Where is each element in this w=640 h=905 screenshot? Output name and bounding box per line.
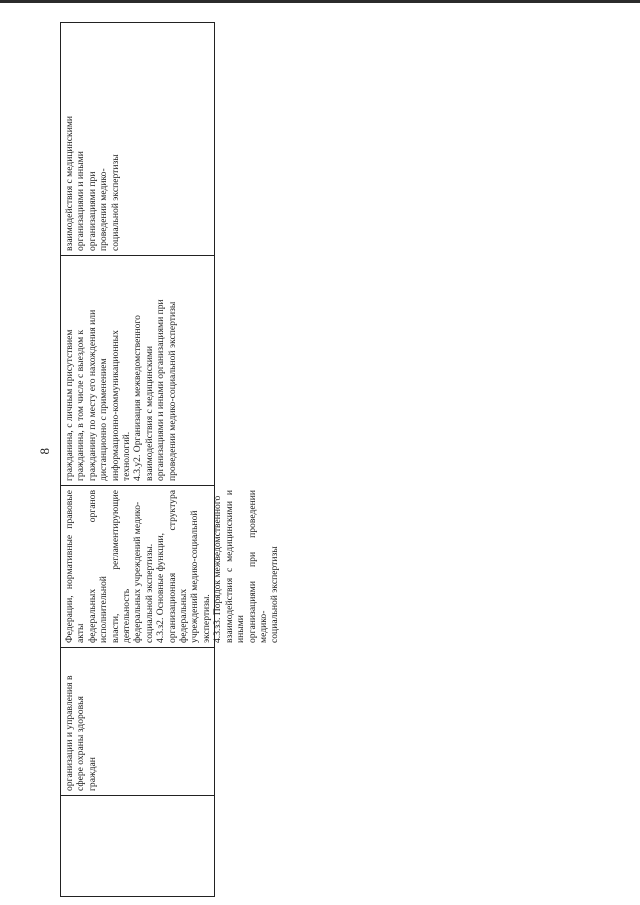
cell-line: социальной экспертизы (269, 546, 281, 643)
page-number: 8 (37, 448, 52, 455)
cell-line: социальной экспертизы (109, 154, 121, 251)
cell-line: учреждений медико-социальной (189, 510, 201, 643)
cell-line: технологий. (121, 431, 133, 481)
table-cell-empty (61, 796, 214, 896)
cell-line: Федерации, нормативные правовые акты (64, 490, 87, 643)
cell-line: федеральных органов исполнительной (86, 490, 110, 643)
cell-line: организациями при проведении медико- (246, 490, 269, 643)
cell-line: информационно-коммуникационных (109, 330, 121, 481)
table-cell-skills (61, 256, 214, 486)
table-cell-experience (61, 23, 214, 256)
cell-line: взаимодействия с медицинскими (143, 345, 155, 481)
cell-line: дистанционно с применением (98, 358, 110, 481)
cell-line: граждан (86, 757, 98, 791)
table-cell-knowledge (61, 486, 281, 648)
cell-line: взаимодействия с медицинскими и иными (223, 490, 247, 643)
cell-line: власти, регламентирующие деятельность (109, 490, 133, 643)
cell-line: экспертизы. (200, 594, 212, 643)
table-container (60, 22, 281, 897)
cell-line: социальной экспертизы. (143, 543, 155, 643)
cell-line: проведении медико-социальной экспертизы (166, 301, 178, 481)
cell-line: организационная структура федеральных (166, 490, 190, 643)
cell-line: организациями и иными (75, 151, 87, 251)
cell-line: гражданину по месту его нахождения или (86, 309, 98, 481)
table-cell-area (61, 648, 214, 796)
cell-line: организациями и иными организациями при (155, 299, 167, 481)
cell-line: гражданина, в том числе с выездом к (75, 329, 87, 481)
competency-table (60, 22, 281, 897)
cell-line: 4.3.у2. Организация межведомственного (132, 315, 144, 481)
cell-line: организации и управления в (64, 675, 75, 791)
cell-line: взаимодействия с медицинскими (64, 115, 75, 251)
cell-line: гражданина, с личным присутствием (64, 329, 75, 481)
cell-line: сфере охраны здоровья (75, 696, 87, 791)
cell-line: организациями при (86, 171, 98, 251)
cell-line: проведении медико- (98, 168, 110, 251)
cell-line: 4.3.з2. Основные функции, (155, 532, 167, 643)
cell-line: 4.3.з3. Порядок межведомственного (212, 495, 224, 643)
cell-line: федеральных учреждений медико- (132, 501, 144, 643)
scan-edge (0, 0, 640, 3)
